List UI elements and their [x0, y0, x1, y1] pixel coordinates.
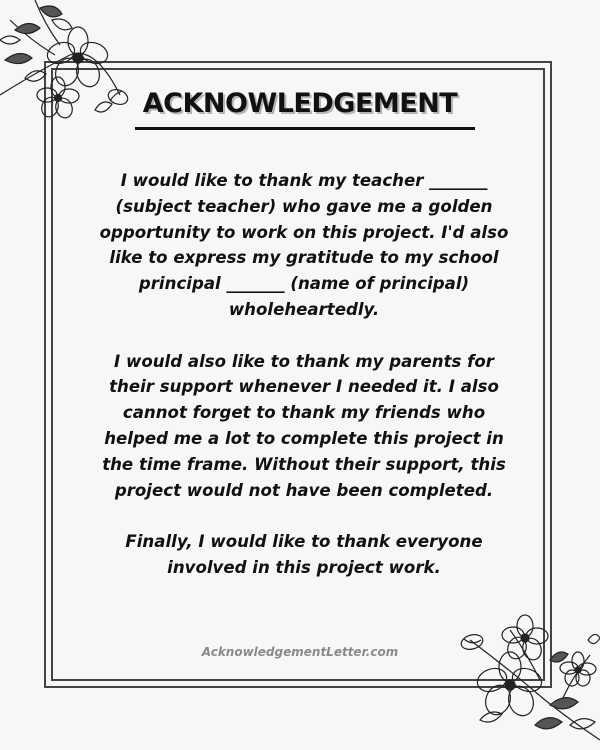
document-title: ACKNOWLEDGEMENT [142, 88, 458, 119]
paragraph-thanks-parents: I would also like to thank my parents for their support whenever I needed it. I also cannot forget to thank my friends who helped me a lot to complete this project in the time frame. Without their support, this project would not have been completed. [102, 351, 506, 500]
footer-website: AcknowledgementLetter.com [201, 645, 399, 659]
paragraph-thanks-teacher: I would like to thank my teacher _______ (subject teacher) who gave me a golden opportunity to work on this project. I'd also like to express my gratitude to my school principal _______ (name of principal) wholeheartedly. [99, 171, 509, 319]
acknowledgement-body [90, 168, 518, 607]
floral-ornament-icon [450, 610, 600, 750]
title-underline [135, 127, 475, 130]
paragraph-thanks-everyone: Finally, I would like to thank everyone involved in this project work. [125, 532, 483, 577]
